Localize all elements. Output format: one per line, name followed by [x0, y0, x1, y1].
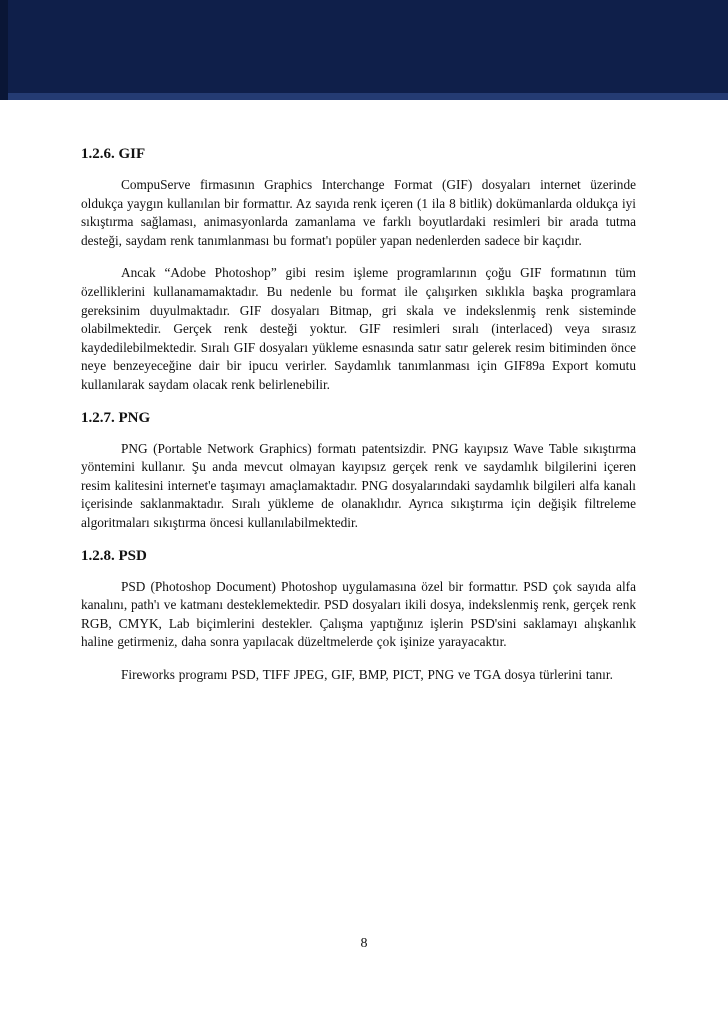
page-content	[81, 145, 636, 684]
header-band-edge	[0, 0, 8, 100]
header-band	[0, 0, 728, 100]
paragraph: PNG (Portable Network Graphics) formatı patentsizdir. PNG kayıpsız Wave Table sıkıştırma yöntemini kullanır. Şu anda mevcut olmayan kayıpsız gerçek renk ve saydamlık bilgilerini içeren resim kalitesini internet'e taşımayı amaçlamaktadır. PNG dosyalarındaki saydamlık bilgileri alfa kanalı içerisinde saklanmaktadır. Sıralı yükleme de olanaklıdır. Ayrıca sıkıştırma için değişik filtreleme algoritmaları sıkıştırma öncesi kullanılabilmektedir.	[81, 440, 636, 530]
section-psd	[81, 547, 636, 685]
section-title: 1.2.7. PNG	[81, 409, 151, 426]
paragraph: Ancak “Adobe Photoshop” gibi resim işleme programlarının çoğu GIF formatının tüm özelliklerini kullanamamaktadır. Bu nedenle bu format ile çalışırken sıklıkla başka programlara gereksinim duyulmaktadır. GIF dosyaları Bitmap, gri skala ve indekslenmiş renk sisteminde olabilmektedir. Gerçek renk desteği yoktur. GIF resimleri sıralı (interlaced) veya sırasız kaydedilebilmektedir. Sıralı GIF dosyaları yükleme esnasında satır satır gelerek resim bitiminden önce neye benzeyeceğine dair bir ipucu verirler. Saydamlık tanımlanması için GIF89a Export komutu kullanılarak saydam olacak renk belirlenebilir.	[81, 265, 636, 392]
section-png	[81, 409, 636, 533]
paragraph: CompuServe firmasının Graphics Interchange Format (GIF) dosyaları internet üzerinde oldukça yaygın kullanılan bir formattır. Az sayıda renk içeren (1 ila 8 bitlik) dokümanlarda oldukça iyi sıkıştırma sağlaması, animasyonlarda zamanlama ve farklı boyutlardaki resimleri bir arada tutma desteği, saydam renk tanımlanması bu format'ı popüler yapan nedenlerden sadece bir kaçıdır.	[81, 177, 636, 248]
paragraph: Fireworks programı PSD, TIFF JPEG, GIF, BMP, PICT, PNG ve TGA dosya türlerini tanır.	[121, 666, 613, 682]
page-number: 8	[360, 936, 368, 951]
paragraph: PSD (Photoshop Document) Photoshop uygulamasına özel bir formattır. PSD çok sayıda alfa kanalını, path'ı ve katmanı desteklemektedir. PSD dosyaları ikili dosya, indekslenmiş renk, gerçek renk RGB, CMYK, Lab biçimlerini destekler. Çalışma yaptığınız işlerin PSD'sini saklamayı alışkanlık haline getirmeniz, daha sonra yapılacak düzeltmelerde çok işinize yarayacaktır.	[81, 578, 636, 650]
section-title: 1.2.8. PSD	[81, 547, 147, 564]
section-title: 1.2.6. GIF	[81, 146, 146, 162]
section-gif	[81, 145, 636, 395]
